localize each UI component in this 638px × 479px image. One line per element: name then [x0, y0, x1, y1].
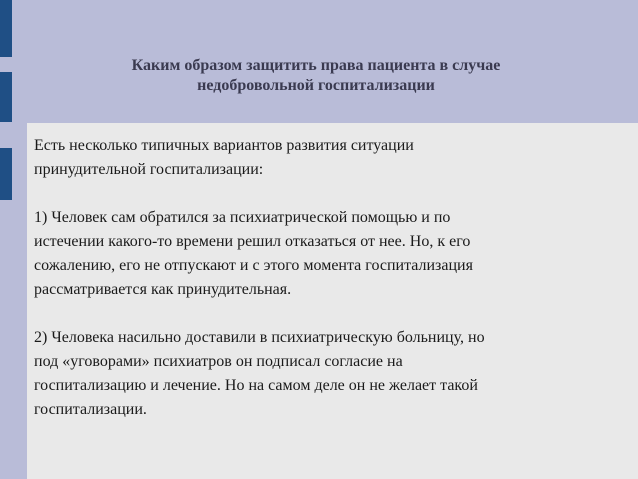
accent-bar-top [0, 0, 12, 57]
paragraph-case-2: 2) Человека насильно доставили в психиатрическую больницу, но под «уговорами» психиатров он подписал согласие на госпитализацию и лечение. Но на самом деле он не желает такой госпитализации. [34, 329, 485, 418]
slide-title: Каким образом защитить права пациента в случае недобровольной госпитализации [131, 57, 501, 94]
accent-bar-middle [0, 72, 12, 122]
paragraph-case-1: 1) Человек сам обратился за психиатрической помощью и по истечении какого-то времени решил отказаться от нее. Но, к его сожалению, его не отпускают и с этого момента госпитализация рассматривается как принудительная. [34, 209, 473, 298]
paragraph-intro: Есть несколько типичных вариантов развития ситуации принудительной госпитализации: [34, 137, 414, 178]
accent-bar-bottom [0, 148, 12, 200]
slide-body [34, 134, 624, 422]
